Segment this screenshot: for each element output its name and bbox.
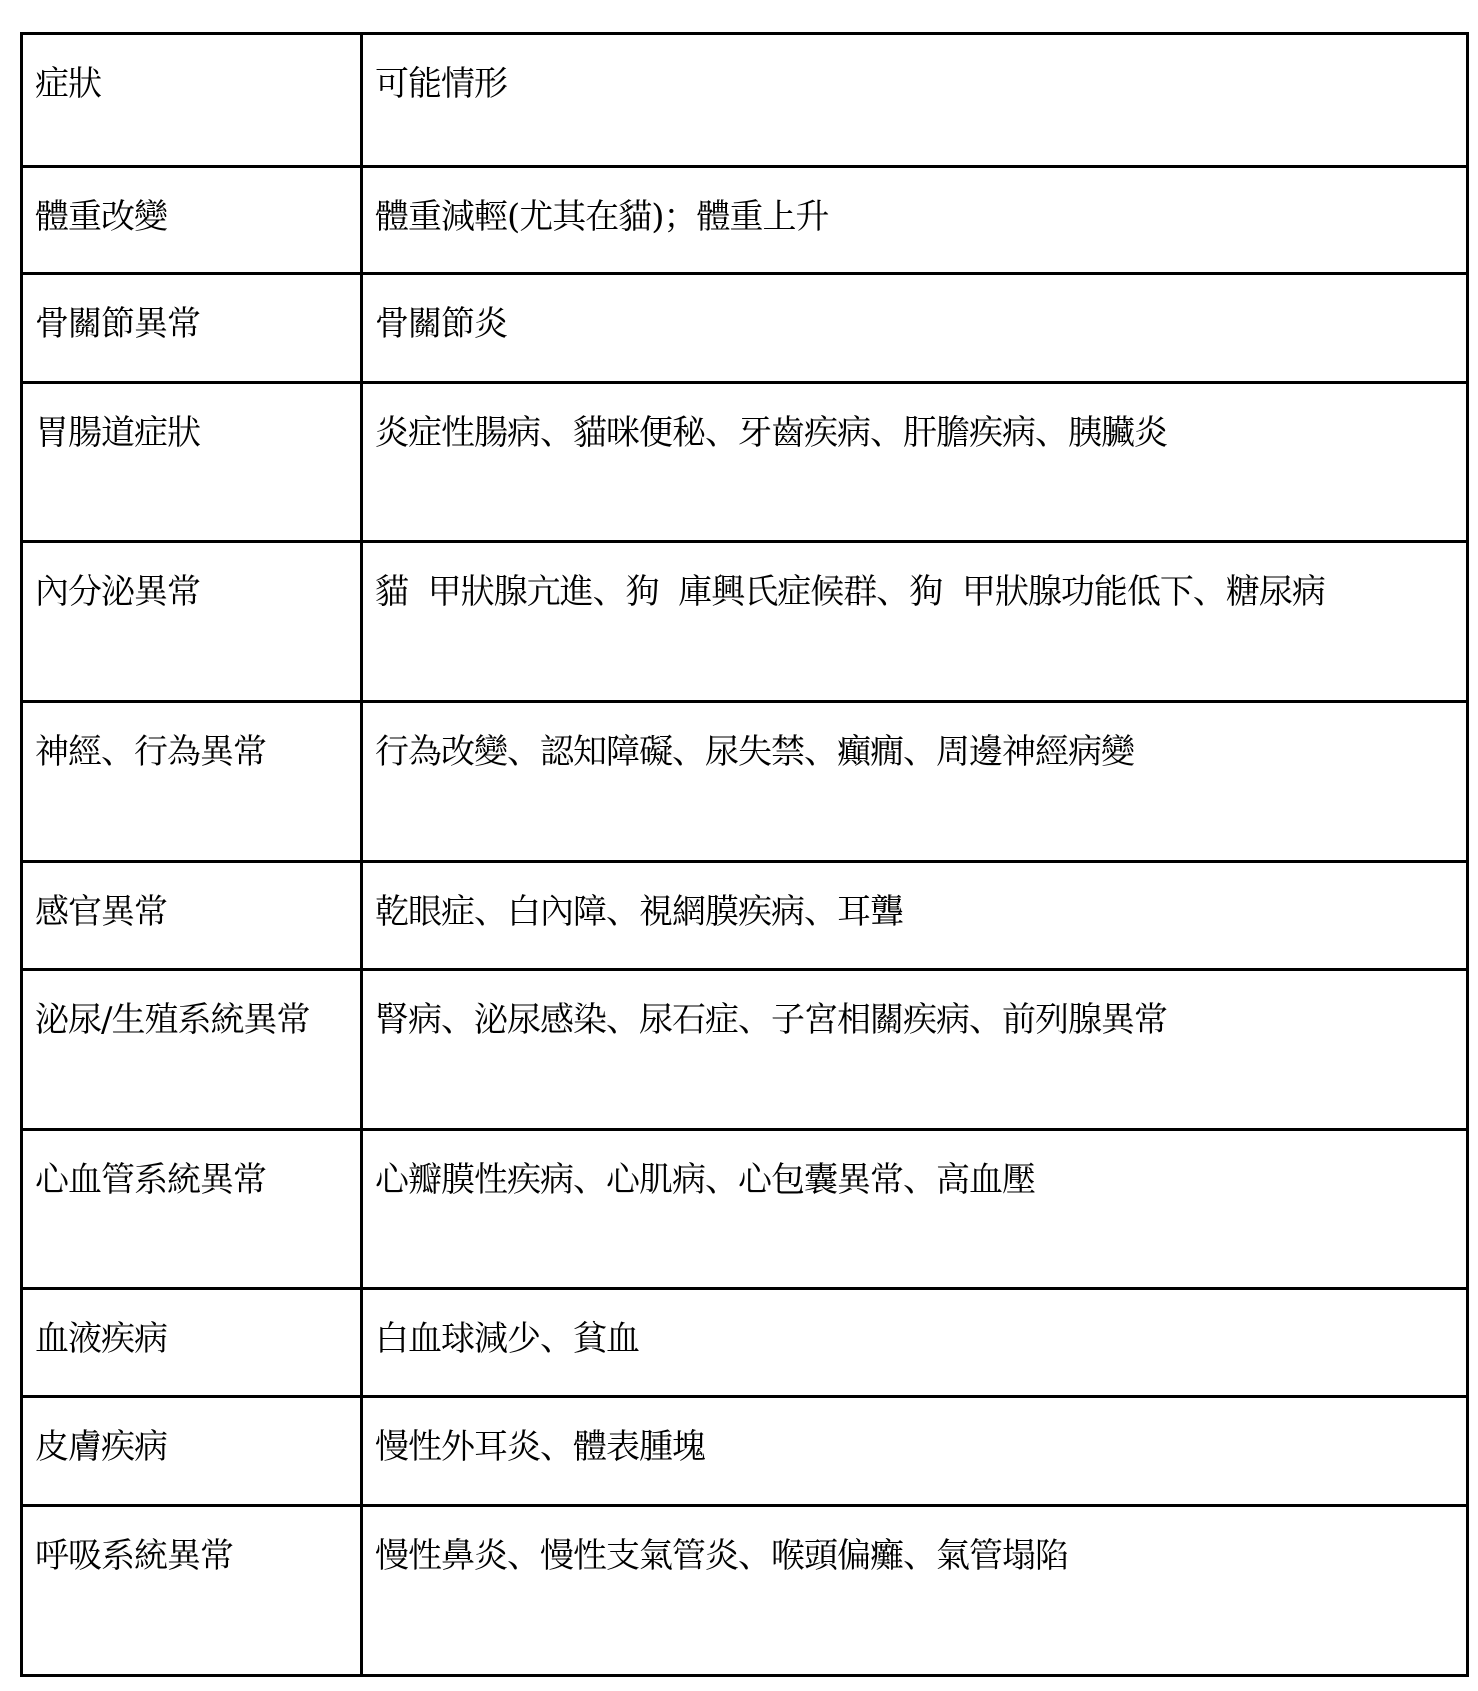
table-header-row xyxy=(22,34,1468,167)
table-row xyxy=(22,274,1468,382)
symptom-cell: 體重改變 xyxy=(22,166,362,273)
symptom-cell: 神經、行為異常 xyxy=(22,702,362,861)
table-row xyxy=(22,970,1468,1129)
symptom-cell: 血液疾病 xyxy=(22,1289,362,1397)
symptom-table xyxy=(20,32,1469,1677)
condition-cell: 慢性鼻炎、慢性支氣管炎、喉頭偏癱、氣管塌陷 xyxy=(362,1505,1468,1675)
condition-cell: 炎症性腸病、貓咪便秘、牙齒疾病、肝膽疾病、胰臟炎 xyxy=(362,382,1468,541)
condition-cell: 行為改變、認知障礙、尿失禁、癲癇、周邊神經病變 xyxy=(362,702,1468,861)
table-row xyxy=(22,702,1468,861)
table-row xyxy=(22,1289,1468,1397)
condition-cell: 白血球減少、貧血 xyxy=(362,1289,1468,1397)
table-row xyxy=(22,166,1468,273)
condition-cell: 心瓣膜性疾病、心肌病、心包囊異常、高血壓 xyxy=(362,1129,1468,1288)
symptom-cell: 內分泌異常 xyxy=(22,541,362,701)
symptom-cell: 呼吸系統異常 xyxy=(22,1505,362,1675)
symptom-cell: 骨關節異常 xyxy=(22,274,362,382)
symptom-cell: 胃腸道症狀 xyxy=(22,382,362,541)
symptom-cell: 泌尿/生殖系統異常 xyxy=(22,970,362,1129)
condition-cell: 慢性外耳炎、體表腫塊 xyxy=(362,1397,1468,1505)
symptom-cell: 感官異常 xyxy=(22,861,362,969)
table-row xyxy=(22,861,1468,969)
table-row xyxy=(22,541,1468,701)
header-condition: 可能情形 xyxy=(362,34,1468,167)
header-symptom: 症狀 xyxy=(22,34,362,167)
table-row xyxy=(22,382,1468,541)
table-row xyxy=(22,1505,1468,1675)
symptom-cell: 皮膚疾病 xyxy=(22,1397,362,1505)
table-row xyxy=(22,1129,1468,1288)
symptom-cell: 心血管系統異常 xyxy=(22,1129,362,1288)
condition-cell: 貓 甲狀腺亢進、狗 庫興氏症候群、狗 甲狀腺功能低下、糖尿病 xyxy=(362,541,1468,701)
condition-cell: 腎病、泌尿感染、尿石症、子宮相關疾病、前列腺異常 xyxy=(362,970,1468,1129)
condition-cell: 乾眼症、白內障、視網膜疾病、耳聾 xyxy=(362,861,1468,969)
condition-cell: 骨關節炎 xyxy=(362,274,1468,382)
table-row xyxy=(22,1397,1468,1505)
document-page xyxy=(20,32,1466,1677)
condition-cell: 體重減輕(尤其在貓)；體重上升 xyxy=(362,166,1468,273)
